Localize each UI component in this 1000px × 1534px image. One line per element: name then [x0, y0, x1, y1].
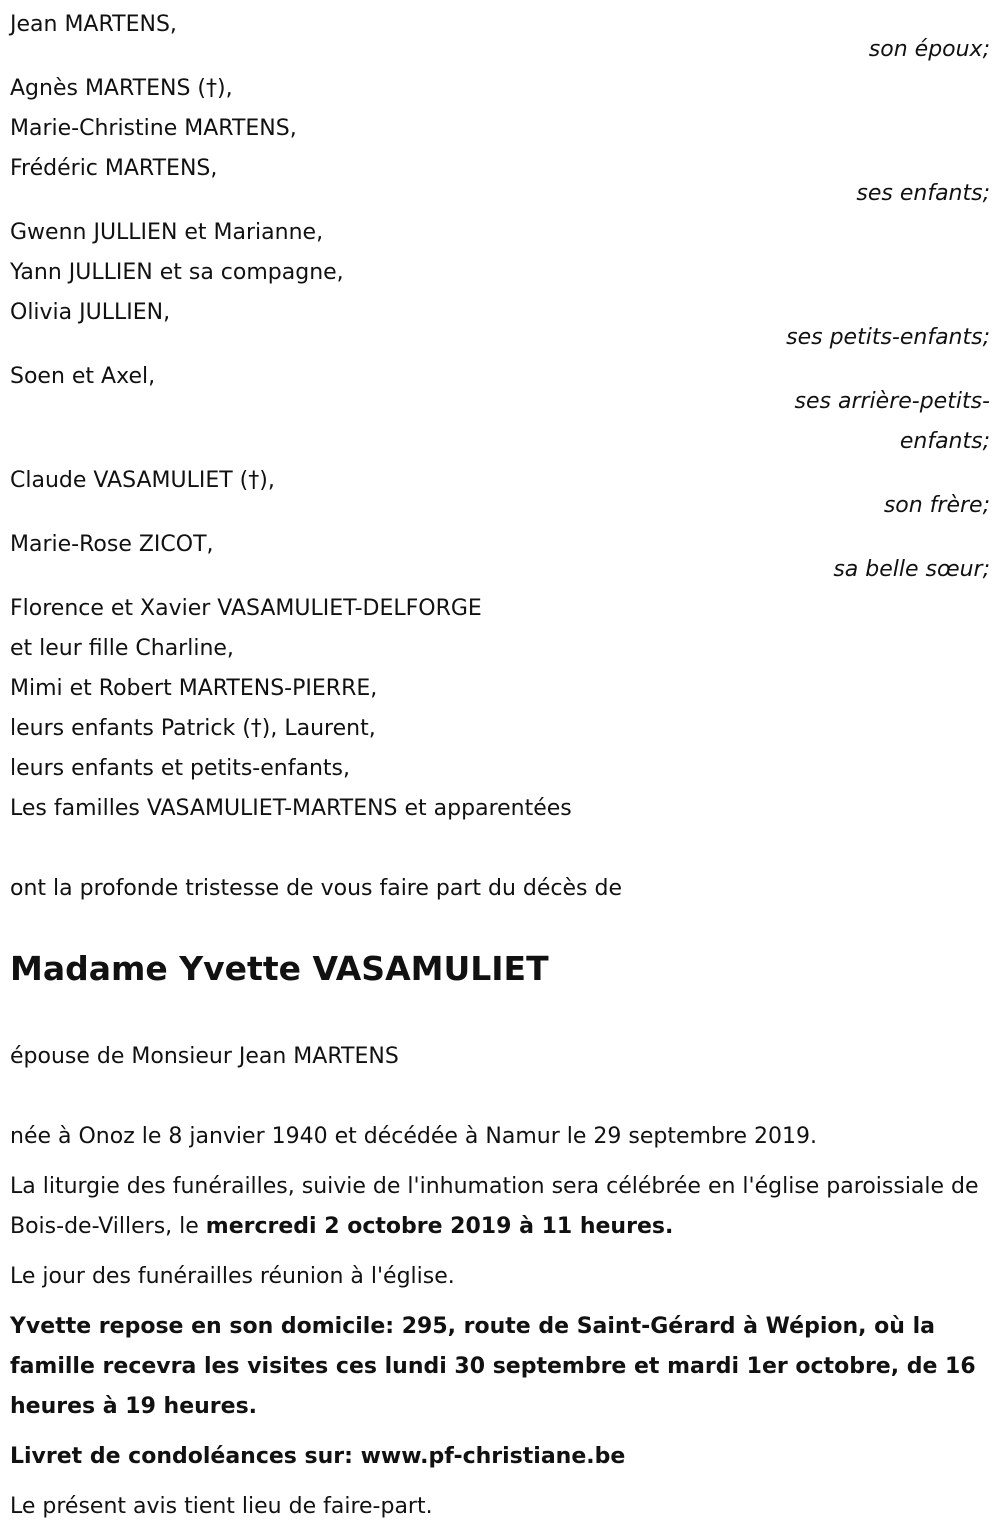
family-group — [10, 69, 990, 214]
family-line: leurs enfants Patrick (†), Laurent, — [10, 716, 376, 741]
family-name: Jean MARTENS, — [10, 12, 177, 37]
funeral-text: La liturgie des funérailles, suivie de l'inhumation sera célébrée en l'église paroissiale de Bois-de-Villers, le — [10, 1174, 979, 1239]
family-group — [10, 5, 990, 70]
family-name: Soen et Axel, — [10, 364, 156, 389]
obituary-notice — [10, 5, 990, 1527]
family-group — [10, 461, 990, 526]
gathering: Le jour des funérailles réunion à l'église. — [10, 1264, 455, 1289]
family-group — [10, 525, 990, 590]
family-name: Yann JULLIEN et sa compagne, — [10, 260, 344, 285]
family-group — [10, 357, 990, 462]
closing: Le présent avis tient lieu de faire-part. — [10, 1494, 433, 1519]
family-groups — [10, 5, 990, 590]
family-group — [10, 213, 990, 358]
relation-label: ses arrière-petits-enfants; — [794, 389, 990, 454]
family-name: Frédéric MARTENS, — [10, 156, 218, 181]
relation-label: sa belle sœur; — [833, 557, 990, 582]
family-name: Agnès MARTENS (†), — [10, 76, 233, 101]
family-name: Marie-Christine MARTENS, — [10, 116, 297, 141]
deceased-name: Madame Yvette VASAMULIET — [10, 949, 549, 988]
spouse-line: épouse de Monsieur Jean MARTENS — [10, 1044, 399, 1069]
relation-label: son frère; — [883, 493, 990, 518]
family-name: Marie-Rose ZICOT, — [10, 532, 214, 557]
other-family — [10, 589, 990, 829]
family-line: leurs enfants et petits-enfants, — [10, 756, 350, 781]
relation-label: son époux; — [868, 37, 990, 62]
repose-info — [10, 1307, 990, 1427]
family-line: et leur fille Charline, — [10, 636, 234, 661]
funeral-info — [10, 1167, 990, 1247]
family-line: Mimi et Robert MARTENS-PIERRE, — [10, 676, 378, 701]
family-line: Florence et Xavier VASAMULIET-DELFORGE — [10, 596, 482, 621]
family-line: Les familles VASAMULIET-MARTENS et apparentées — [10, 796, 572, 821]
announcement: ont la profonde tristesse de vous faire part du décès de — [10, 876, 622, 901]
family-name: Gwenn JULLIEN et Marianne, — [10, 220, 324, 245]
family-name: Olivia JULLIEN, — [10, 300, 171, 325]
condolences-text: Livret de condoléances sur: www.pf-christiane.be — [10, 1444, 626, 1469]
birth-death: née à Onoz le 8 janvier 1940 et décédée à Namur le 29 septembre 2019. — [10, 1124, 817, 1149]
relation-label: ses petits-enfants; — [786, 325, 990, 350]
condolences — [10, 1437, 990, 1477]
funeral-date: mercredi 2 octobre 2019 à 11 heures. — [205, 1214, 674, 1239]
repose-text: Yvette repose en son domicile: 295, route de Saint-Gérard à Wépion, où la famille recevra les visites ces lundi 30 septembre et mardi 1er octobre, de 16 heures à 19 heures. — [10, 1314, 976, 1419]
family-name: Claude VASAMULIET (†), — [10, 468, 275, 493]
relation-label: ses enfants; — [856, 181, 990, 206]
